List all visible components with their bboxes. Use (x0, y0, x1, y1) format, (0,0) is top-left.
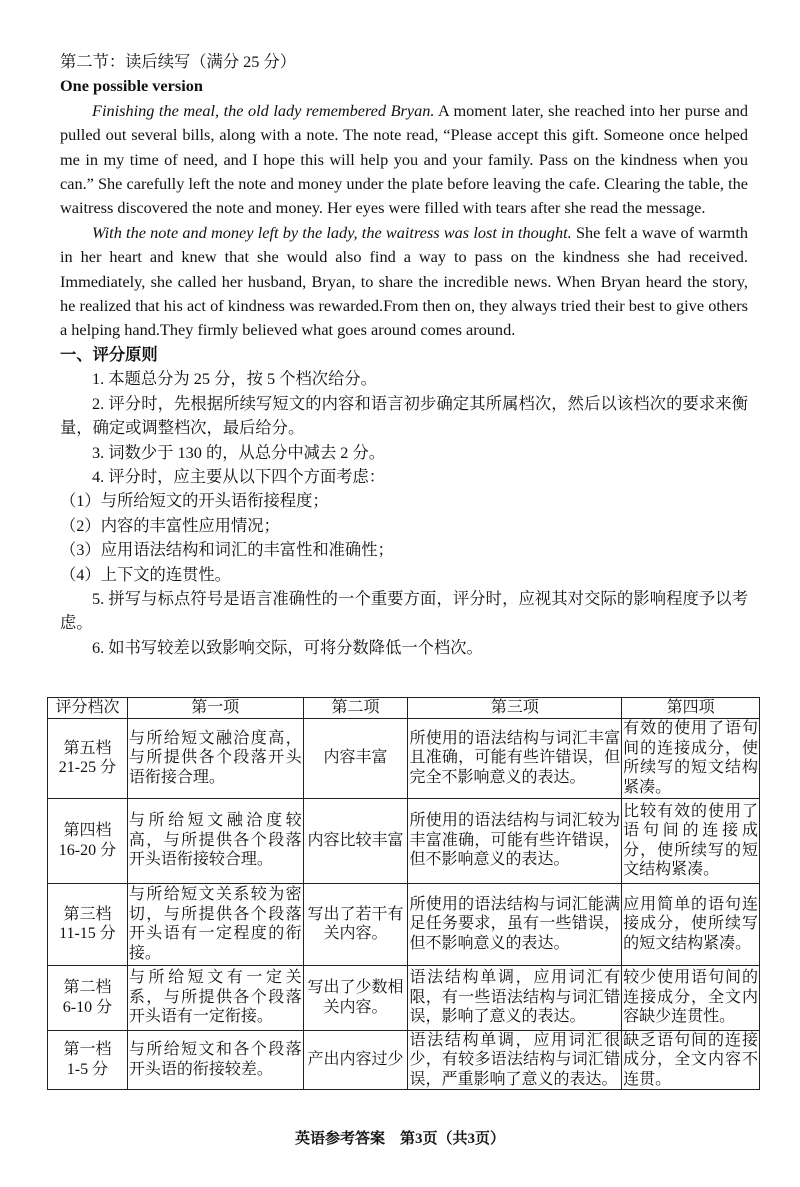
level-cell: 第三档 11-15 分 (48, 883, 128, 965)
table-cell: 内容丰富 (303, 718, 408, 798)
header-cell: 第三项 (408, 698, 622, 719)
table-cell: 所使用的语法结构与词汇丰富且准确，可能有些许错误，但完全不影响意义的表达。 (408, 718, 622, 798)
table-cell: 应用简单的语句连接成分，使所续写的短文结构紧凑。 (622, 883, 760, 965)
principle-item: （4）上下文的连贯性。 (60, 564, 231, 584)
table-cell: 与所给短文和各个段落开头语的衔接较差。 (127, 1030, 303, 1090)
paragraph-1: Finishing the meal, the old lady remembered Bryan. A moment later, she reached into her purse and pulled out several bills, along with a note. The note read, “Please accept this gift. Someone once helped me in my time of need, and I hope this will help you and your family. Pass on the kindness when you can.” She carefully left the note and money under the plate before leaving the cafe. Clearing the table, the waitress discovered the note and money. Her eyes were filled with tears after she read the message. (60, 100, 748, 218)
level-cell: 第五档 21-25 分 (48, 718, 128, 798)
table-row (48, 1030, 760, 1090)
table-row (48, 883, 760, 965)
page-footer: 英语参考答案 第3页（共3页） (294, 1131, 505, 1147)
section-title: 第二节：读后续写（满分 25 分） (60, 52, 297, 71)
scoring-table (47, 697, 760, 1090)
table-cell: 与所给短文关系较为密切，与所提供各个段落开头语有一定程度的衔接。 (127, 883, 303, 965)
table-cell: 语法结构单调，应用词汇很少，有较多语法结构与词汇错误，严重影响了意义的表达。 (409, 1031, 621, 1088)
principle-item: 1. 本题总分为 25 分，按 5 个档次给分。 (92, 369, 377, 389)
table-cell: 与所给短文融洽度较高，与所提供各个段落开头语衔接较合理。 (127, 798, 303, 883)
paragraph-lead: With the note and money left by the lady, the waitress was lost in thought. (92, 222, 572, 242)
table-cell: 与所给短文有一定关系，与所提供各个段落开头语有一定衔接。 (127, 965, 303, 1030)
table-cell: 比较有效的使用了语句间的连接成分，使所续写的短文结构紧凑。 (622, 798, 760, 883)
header-cell: 评分档次 (48, 698, 128, 719)
principle-item: （3）应用语法结构和词汇的丰富性和准确性； (60, 540, 394, 560)
principle-item: 6. 如书写较差以致影响交际，可将分数降低一个档次。 (92, 637, 483, 657)
header-cell: 第一项 (127, 698, 303, 719)
table-row (48, 965, 760, 1030)
table-cell: 与所给短文融洽度高，与所提供各个段落开头语衔接合理。 (127, 718, 303, 798)
principle-item: 5. 拼写与标点符号是语言准确性的一个重要方面，评分时，应视其对交际的影响程度予以考虑。 (60, 588, 748, 633)
level-cell: 第一档 1-5 分 (48, 1030, 128, 1090)
principle-item: 4. 评分时，应主要从以下四个方面考虑： (92, 466, 386, 486)
principle-item: （1）与所给短文的开头语衔接程度； (60, 491, 329, 511)
table-row (48, 718, 760, 798)
table-cell: 语法结构单调，应用词汇有限，有一些语法结构与词汇错误，影响了意义的表达。 (408, 965, 622, 1030)
table-cell: 缺乏语句间的连接成分，全文内容不连贯。 (623, 1031, 758, 1088)
table-cell: 较少使用语句间的连接成分，全文内容缺少连贯性。 (622, 965, 760, 1030)
paragraph-lead: Finishing the meal, the old lady remembered Bryan. (92, 100, 435, 120)
table-cell: 写出了少数相关内容。 (303, 965, 408, 1030)
table-cell: 写出了若干有关内容。 (303, 883, 408, 965)
principle-item: 3. 词数少于 130 的，从总分中减去 2 分。 (92, 442, 386, 462)
table-cell: 所使用的语法结构与词汇能满足任务要求，虽有一些错误，但不影响意义的表达。 (408, 883, 622, 965)
table-cell: 有效的使用了语句间的连接成分，使所续写的短文结构紧凑。 (622, 718, 760, 798)
table-cell: 内容比较丰富 (303, 798, 408, 883)
principle-item: 2. 评分时，先根据所续写短文的内容和语言初步确定其所属档次，然后以该档次的要求来衡量，确定或调整档次，最后给分。 (60, 393, 748, 438)
level-cell: 第二档 6-10 分 (48, 965, 128, 1030)
table-header-row (48, 698, 760, 719)
header-cell: 第四项 (622, 698, 760, 719)
table-cell: 产出内容过少 (303, 1030, 408, 1090)
document-body (60, 50, 748, 660)
table-cell: 所使用的语法结构与词汇较为丰富准确，可能有些许错误，但不影响意义的表达。 (408, 798, 622, 883)
principles-title: 一、评分原则 (60, 344, 158, 364)
version-title: One possible version (60, 76, 203, 96)
level-cell: 第四档 16-20 分 (48, 798, 128, 883)
paragraph-2: With the note and money left by the lady, the waitress was lost in thought. She felt a wave of warmth in her heart and knew that she would also find a way to pass on the kindness she had received. Immediately, she called her husband, Bryan, to share the incredible news. When Bryan heard the story, he realized that his act of kindness was rewarded.From then on, they always tried their best to give others a helping hand.They firmly believed what goes around comes around. (60, 222, 748, 340)
header-cell: 第二项 (303, 698, 408, 719)
principle-item: （2）内容的丰富性应用情况； (60, 515, 280, 535)
table-row (48, 798, 760, 883)
